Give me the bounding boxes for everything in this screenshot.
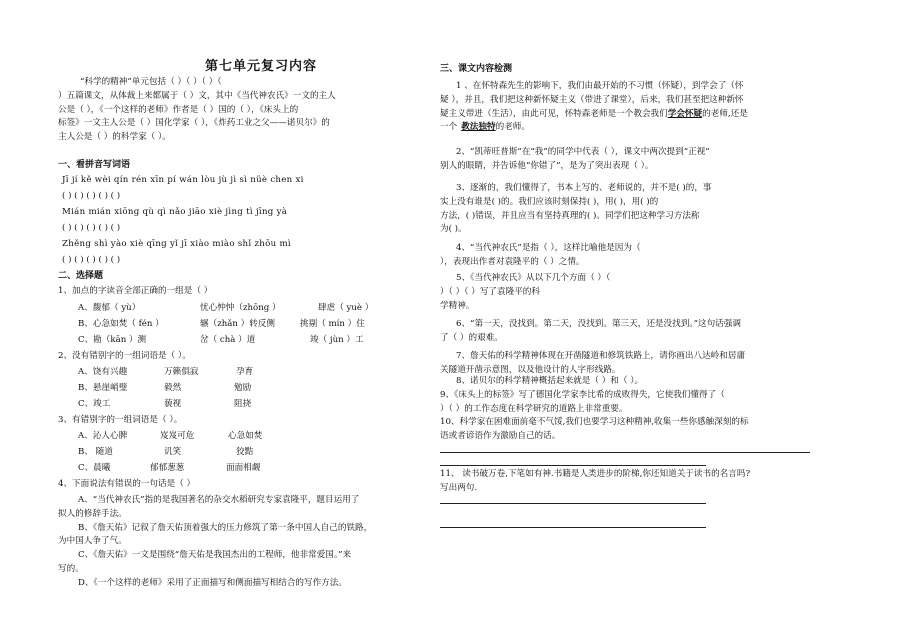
item-line: 为( )。 (440, 224, 467, 235)
answer-line[interactable] (440, 503, 706, 504)
item-line: 2、“凯蒂旺普斯”在“我”的同学中代表（ ），课文中两次提到“正视” (456, 147, 710, 157)
intro-line: 主人公是（ ）的科学家（ ）。 (58, 132, 171, 142)
underlined-answer: 教法独特 (461, 122, 496, 133)
option-a: A、“当代神农氏”指的是我国著名的杂交水稻研究专家袁隆平，题目运用了 (78, 495, 360, 505)
item-line: 5、《当代神农氏》从以下几个方面（ ）（ (456, 273, 611, 283)
intro-paragraph (58, 76, 428, 145)
option-b-word: 勉励 (234, 383, 252, 393)
item-line: 实上没有谁是( )的。我们应该时刻保持( )，用( )，用( )的 (440, 196, 659, 207)
option-a-word: 孕育 (236, 367, 254, 377)
option-b-word: 讥笑 (164, 447, 182, 457)
option-b: B、悬崖峭璧 (78, 383, 128, 393)
option-a-word: 肆虐（ yuè ） (318, 303, 374, 313)
option-a-cont: 拟人的修辞手法。 (58, 508, 127, 519)
section-heading-pinyin: 一、看拼音写词语 (58, 160, 131, 170)
question-4-options (58, 494, 428, 590)
option-a-word: 万籁俱寂 (164, 367, 199, 377)
item-3 (440, 182, 812, 237)
option-a-word: 忧心忡忡（zhōng ） (200, 303, 281, 313)
intro-line: ）五篇课文，从体裁上来都属于（ ）文，其中《当代神农氏》一文的主人 (58, 90, 336, 101)
option-c-cont: 写的。 (58, 563, 84, 574)
answer-brackets: ( ) ( ) ( ) ( ) ( ) (62, 223, 121, 233)
option-b-word: 辗（zhǎn ）转反侧 (200, 319, 276, 329)
option-c-word: 阻挠 (234, 399, 252, 409)
item-line: 了（ ）的艰难。 (440, 332, 503, 343)
item-1 (440, 80, 812, 135)
item-line: 9、《床头上的标签》写了德国化学家李比希的成败得失，它使我们懂得了（ (440, 390, 725, 400)
option-b-word: 挑剔（ mín ）住 (300, 319, 365, 329)
option-b-cont: 为中国人争了气。 (58, 536, 127, 547)
question-3: 3、有错别字的一组词语是（ ）。 (58, 415, 183, 425)
item-line: 3、逐渐的，我们懂得了，书本上写的、老师说的，并不是( )的，事 (456, 183, 712, 193)
option-c: C、竣工 (78, 399, 111, 409)
item-11 (440, 468, 812, 496)
intro-line: 标签》一文主人公是（ ）国化学家（ ），《炸药工业之父——诺贝尔》的 (58, 118, 330, 129)
option-c-word: 藐视 (164, 399, 182, 409)
item-line: ），表现出作者对袁隆平的（ ）之情。 (440, 256, 585, 267)
item-line: 4、“当代神农氏”是指（ ），这样比喻他是因为（ (456, 243, 641, 253)
page-title: 第七单元复习内容 (205, 59, 318, 74)
option-c-word: 郁郁葱葱 (150, 463, 185, 473)
section-heading-content: 三、课文内容检测 (440, 64, 513, 74)
item-5 (440, 272, 812, 313)
item-text: 的老师,还是 (702, 108, 748, 119)
answer-brackets: ( ) ( ) ( ) ( ) ( ) (62, 191, 121, 201)
option-a-word: 心急如焚 (228, 431, 263, 441)
option-c-word: 竣（ jùn ）工 (310, 335, 364, 345)
answer-brackets: ( ) ( ) ( ) ( ) ( ) (62, 255, 121, 265)
option-b: B、心急如焚（ fén ） (78, 319, 164, 329)
item-6 (440, 318, 812, 346)
option-c-word: 岔（ chà ）道 (200, 335, 256, 345)
item-line: ）（ ）的工作态度在科学研究的道路上非常重要。 (440, 403, 628, 414)
item-2 (440, 146, 812, 174)
option-b-word: 毅然 (164, 383, 182, 393)
item-line: 别人的眼睛，并告诉他“你错了”，是为了突出表现（ ）。 (440, 160, 654, 171)
option-c: C、勘（kān ）测 (78, 335, 147, 345)
pinyin-row: Zhěng shì yào xiè qīng yǐ jī xiào miào shǐ zhōu mì (62, 239, 291, 249)
option-a: A、沁人心脾 (78, 431, 128, 441)
item-7 (440, 350, 812, 378)
question-2: 2、没有错别字的一组词语是（ ）。 (58, 351, 191, 361)
answer-line[interactable] (440, 465, 706, 466)
item-line: 关隧道开凿示意图，以及他设计的人字形线路。 (440, 364, 621, 375)
option-c: C、晨曦 (78, 463, 111, 473)
underlined-answer: 学会怀疑 (667, 108, 703, 119)
option-a: A、馥郁（ yù） (78, 303, 141, 313)
option-a-word: 岌岌可危 (160, 431, 195, 441)
item-line: 10、科学家在困难面前毫不气馁,我们也要学习这种精神,收集一些你感触深刻的标 (440, 417, 749, 427)
answer-line[interactable] (440, 527, 706, 528)
question-1: 1、加点的字读音全部正确的一组是（ ） (58, 286, 213, 296)
item-line: 写出两句. (440, 482, 478, 493)
option-a: A、饶有兴趣 (78, 367, 128, 377)
item-line: 1 、在怀特森先生的影响下，我们由最开始的不习惯（怀疑），到学会了（怀 (456, 81, 744, 91)
intro-line: 公是（ ），《一个这样的老师》作者是（ ）国的（ ），《床头上的 (58, 104, 299, 115)
pinyin-row: Mián mián xiōng qù qì nǎo jiāo xiè jìng tì jīng yà (62, 207, 288, 217)
option-d: D、《一个这样的老师》采用了正面描写和侧面描写相结合的写作方法。 (78, 577, 347, 588)
pinyin-row: Jī jí kě wèi qín rén xīn pí wán lòu jù jì sì nüè chen xi (62, 175, 304, 185)
item-9 (440, 389, 812, 417)
item-line: ）（ ）（ ）写了袁隆平的科 (440, 286, 540, 297)
item-10 (440, 416, 812, 444)
item-line: 疑 ），并且，我们把这种新怀疑主义（带进了课堂），后来，我们甚至把这种新怀 (440, 94, 744, 105)
item-text: 的老师。 (495, 122, 530, 133)
item-line: 6、“第一天，没找到。第二天，没找到。第三天，还是没找到。”这句话强调 (456, 319, 741, 329)
item-line: 11、 读书破万卷,下笔如有神.书籍是人类进步的阶梯,你还知道关于读书的名言吗? (440, 469, 751, 479)
item-line: 7、詹天佑的科学精神体现在开凿隧道和修筑铁路上，请你画出八达岭和居庸 (456, 351, 746, 361)
question-4: 4、下面说法有错误的一句话是（ ） (58, 479, 196, 489)
option-c-word: 面面相觑 (226, 463, 261, 473)
section-heading-choice: 二、选择题 (58, 271, 104, 281)
item-line: 语或者谚语作为激励自己的话。 (440, 430, 561, 441)
item-line: 学精神。 (440, 300, 475, 311)
option-c: C、《詹天佑》一文是围绕“詹天佑是我国杰出的工程师，他非常爱国。”来 (78, 550, 352, 560)
option-b: B、《詹天佑》记叙了詹天佑顶着强大的压力修筑了第一条中国人自己的铁路， (78, 522, 373, 533)
option-b-word: 狡黠 (236, 447, 254, 457)
item-text: 一个 (440, 122, 458, 133)
item-line (440, 121, 812, 135)
option-b: B、 随道 (78, 447, 113, 457)
intro-line: “科学的精神”单元包括（ ）（ ）（ ）（ (80, 77, 222, 87)
item-8: 8、诺贝尔的科学精神概括起来就是（ ）和（ ）。 (456, 376, 644, 386)
item-text: 疑主义带进（生活），由此可见，怀特森老师是一个教会我们 (440, 108, 668, 119)
item-4 (440, 242, 812, 270)
answer-line[interactable] (440, 452, 810, 453)
item-line: 方法，( )错误，并且应当有坚持真理的( )。同学们把这种学习方法称 (440, 210, 700, 221)
item-line (440, 108, 812, 122)
